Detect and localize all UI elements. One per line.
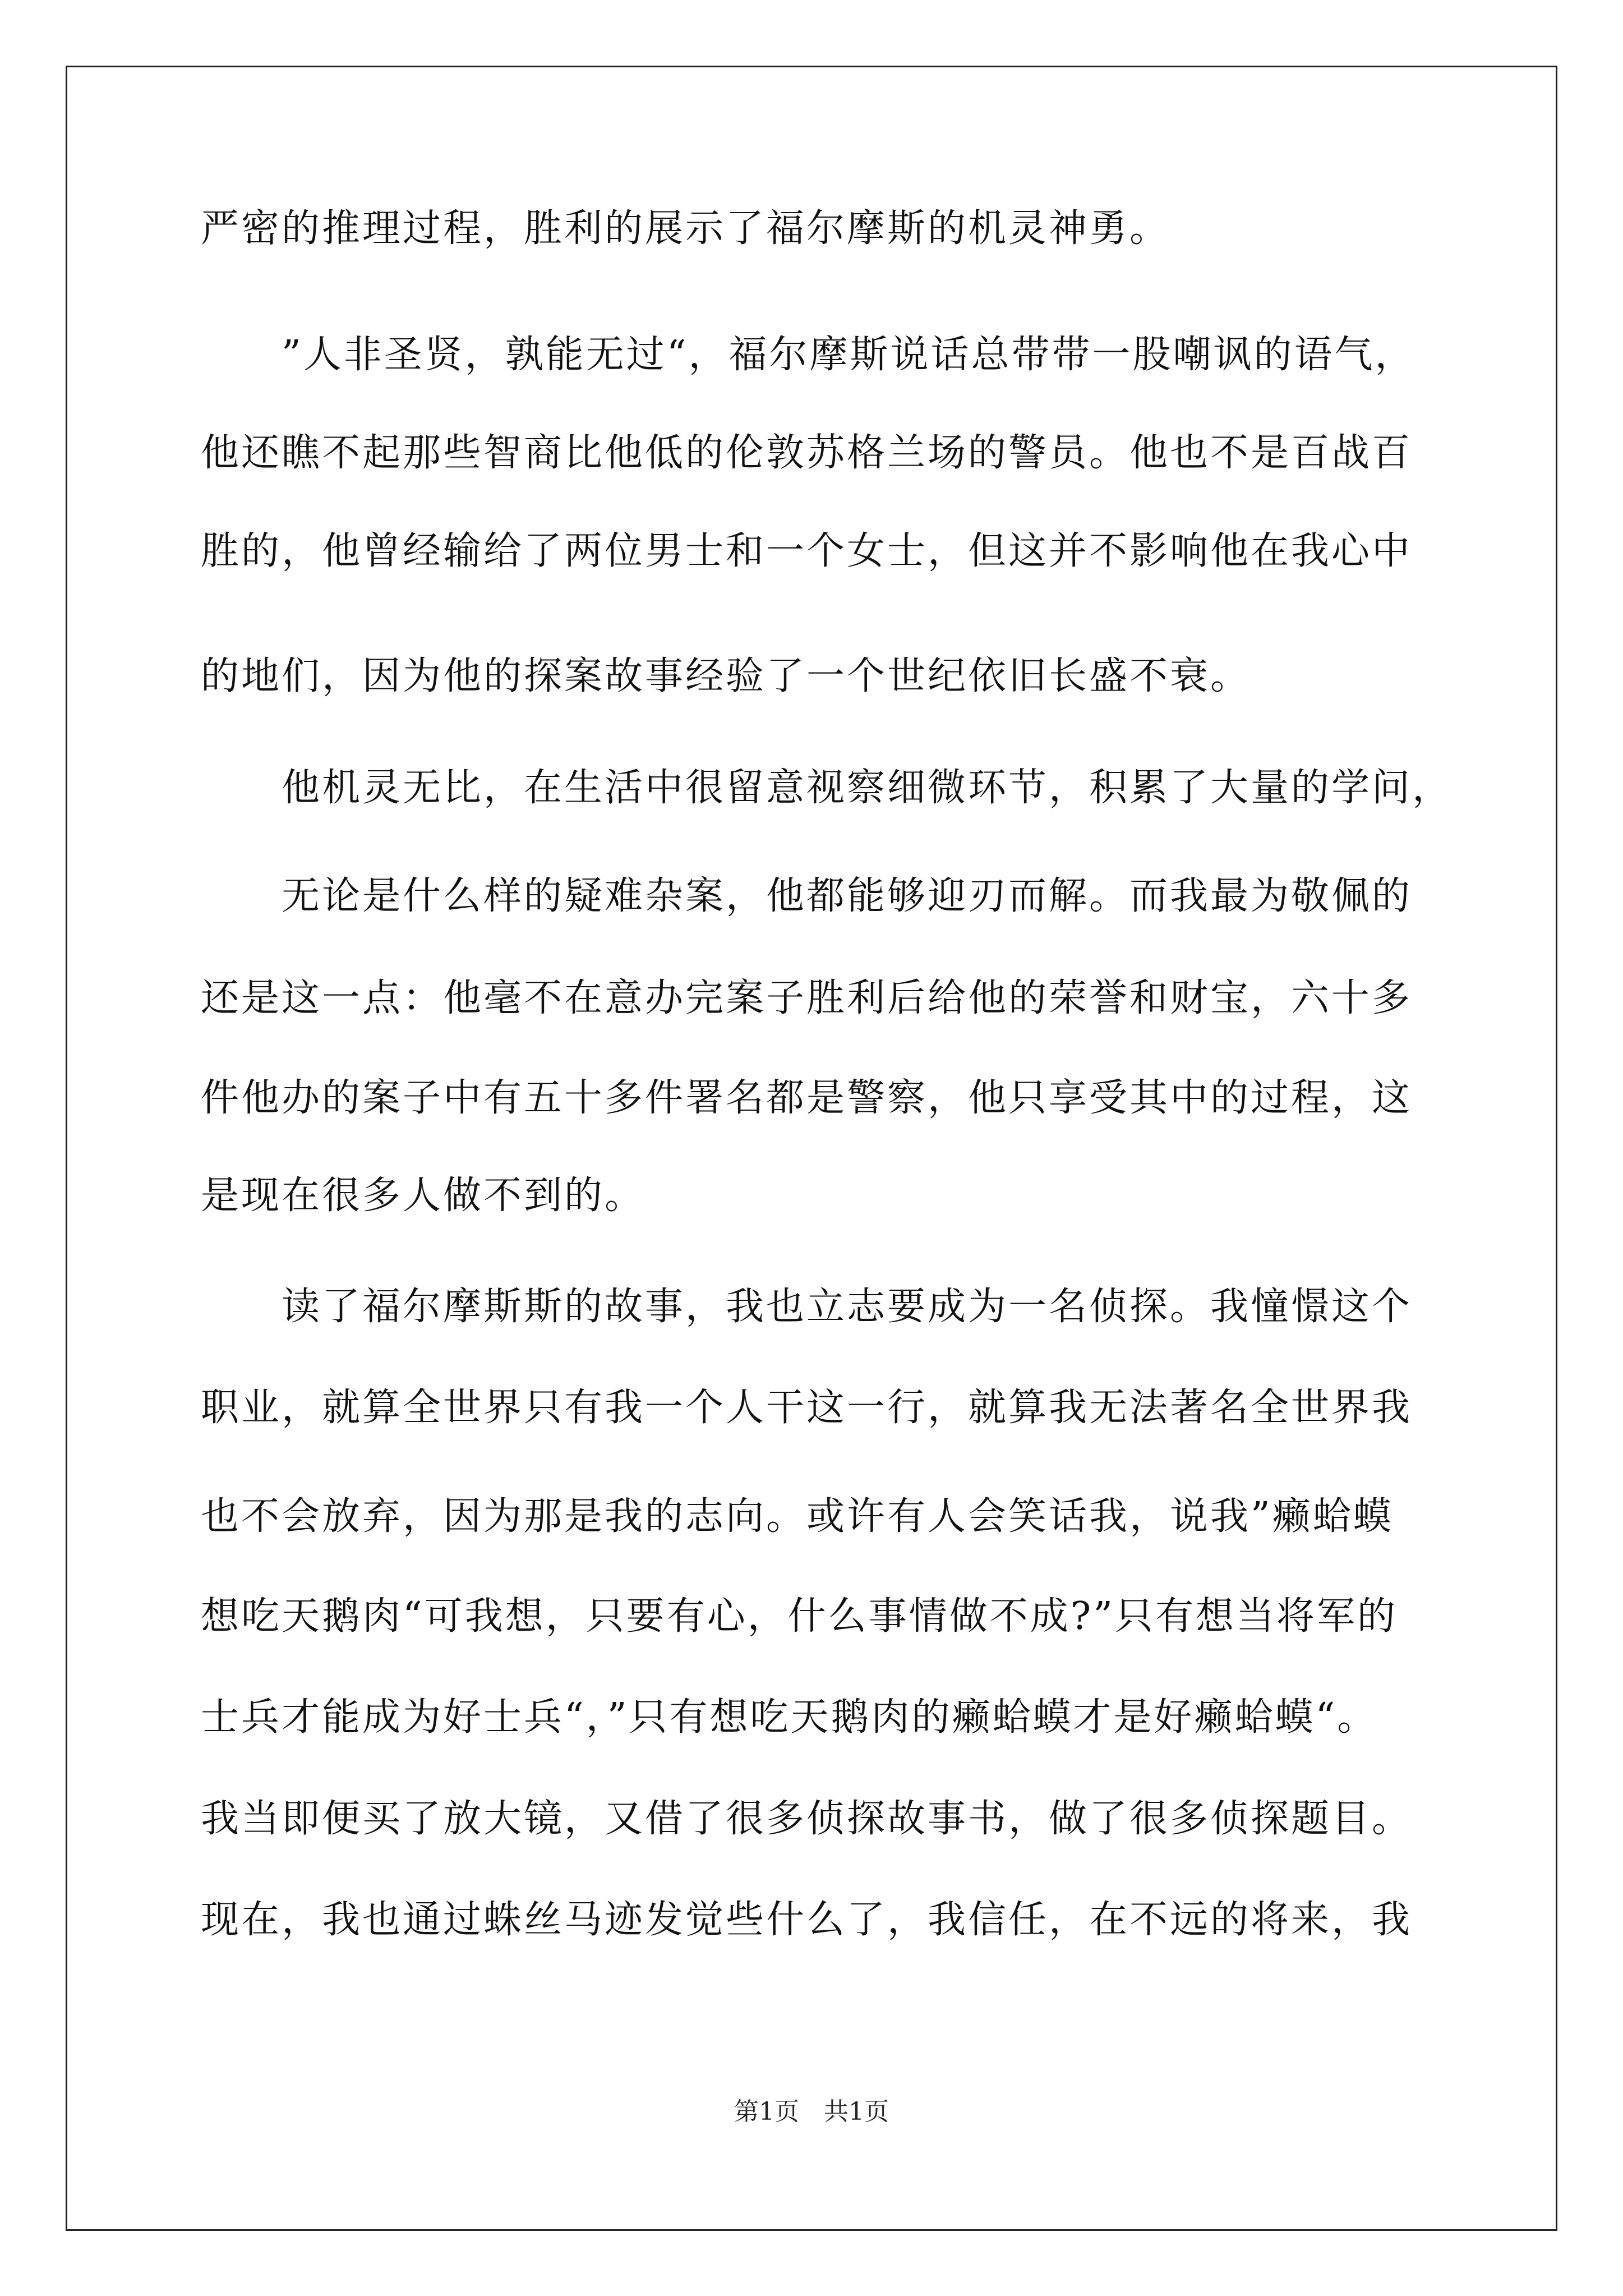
text-line: 士兵才能成为好士兵“，”只有想吃天鹅肉的癞蛤蟆才是好癞蛤蟆“。 <box>201 1695 1378 1740</box>
page-number-text: 第1页 共1页 <box>734 2097 889 2126</box>
text-line: 胜的，他曾经输给了两位男士和一个女士，但这并不影响他在我心中 <box>201 529 1413 573</box>
text-line: 还是这一点：他毫不在意办完案子胜利后给他的荣誉和财宝，六十多 <box>201 976 1413 1020</box>
text-line: 是现在很多人做不到的。 <box>201 1174 645 1218</box>
text-line: 现在，我也通过蛛丝马迹发觉些什么了，我信任，在不远的将来，我 <box>201 1898 1413 1942</box>
text-line: 他机灵无比，在生活中很留意视察细微环节，积累了大量的学问， <box>201 766 1453 810</box>
text-line: 严密的推理过程，胜利的展示了福尔摩斯的机灵神勇。 <box>201 206 1170 251</box>
text-line: 无论是什么样的疑难杂案，他都能够迎刃而解。而我最为敬佩的 <box>201 874 1413 918</box>
text-line: 读了福尔摩斯斯的故事，我也立志要成为一名侦探。我憧憬这个 <box>201 1285 1413 1329</box>
text-line: 我当即便买了放大镜，又借了很多侦探故事书，做了很多侦探题目。 <box>201 1797 1413 1841</box>
text-line: 他还瞧不起那些智商比他低的伦敦苏格兰场的警员。他也不是百战百 <box>201 431 1413 475</box>
text-line: 也不会放弃，因为那是我的志向。或许有人会笑话我，说我”癞蛤蟆 <box>201 1494 1394 1539</box>
text-line: 件他办的案子中有五十多件署名都是警察，他只享受其中的过程，这 <box>201 1076 1413 1120</box>
page-number-footer <box>0 2098 1623 2126</box>
text-line: 职业，就算全世界只有我一个人干这一行，就算我无法著名全世界我 <box>201 1386 1413 1430</box>
text-line: 想吃天鹅肉“可我想，只要有心，什么事情做不成?”只有想当将军的 <box>201 1594 1398 1639</box>
text-line: 的地们，因为他的探案故事经验了一个世纪依旧长盛不衰。 <box>201 654 1251 698</box>
text-line: ”人非圣贤，孰能无过“，福尔摩斯说话总带带一股嘲讽的语气， <box>201 333 1415 377</box>
